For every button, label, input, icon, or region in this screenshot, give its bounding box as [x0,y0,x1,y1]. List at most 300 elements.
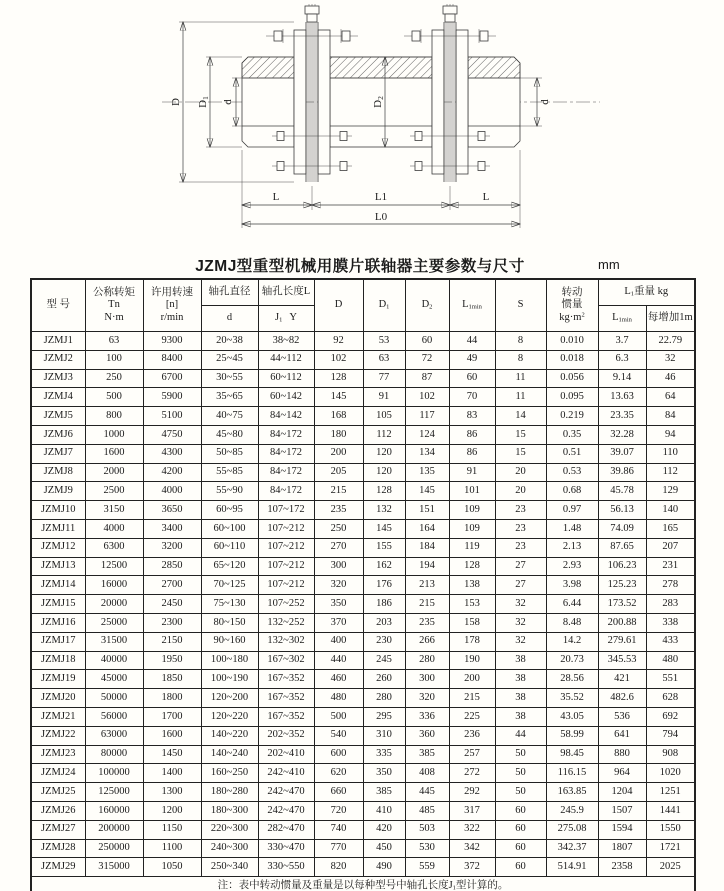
table-cell: 70 [449,388,495,407]
table-cell: 80000 [85,745,143,764]
dim-label-L-left: L [272,191,280,203]
table-cell: 0.51 [546,444,598,463]
table-cell: JZMJ27 [31,820,85,839]
table-cell: 503 [405,820,449,839]
table-cell: 155 [363,538,405,557]
table-cell: JZMJ24 [31,764,85,783]
table-cell: 109 [449,501,495,520]
table-header [31,279,695,332]
table-cell: 87 [405,369,449,388]
table-cell: JZMJ17 [31,632,85,651]
table-cell: 320 [314,576,363,595]
table-cell: 140~220 [201,726,258,745]
table-cell: 135 [405,463,449,482]
table-cell: 660 [314,783,363,802]
col-header-speed: 许用转速 [n] r/min [143,279,201,332]
table-cell: 60 [495,839,546,858]
table-cell: 3150 [85,501,143,520]
table-cell: JZMJ14 [31,576,85,595]
table-cell: 482.6 [598,689,646,708]
table-cell: 480 [314,689,363,708]
table-cell: 56.13 [598,501,646,520]
table-cell: 101 [449,482,495,501]
table-cell: 8 [495,350,546,369]
table-cell: 2850 [143,557,201,576]
table-cell: 20 [495,463,546,482]
table-cell: 27 [495,557,546,576]
table-cell: 272 [449,764,495,783]
table-row [31,519,695,538]
table-row [31,839,695,858]
table-cell: 275.08 [546,820,598,839]
table-cell: 1550 [646,820,695,839]
col-header-S: S [495,279,546,332]
table-cell: 0.68 [546,482,598,501]
table-cell: JZMJ3 [31,369,85,388]
table-cell: 257 [449,745,495,764]
table-cell: 440 [314,651,363,670]
table-cell: 162 [363,557,405,576]
table-cell: 335 [363,745,405,764]
table-cell: 50000 [85,689,143,708]
table-row [31,613,695,632]
table-cell: 15 [495,444,546,463]
table-cell: 39.07 [598,444,646,463]
page-title: JZMJ型重型机械用膜片联轴器主要参数与尺寸 [195,258,525,275]
table-cell: 124 [405,425,449,444]
table-cell: 336 [405,707,449,726]
table-cell: 140 [646,501,695,520]
table-cell: 0.018 [546,350,598,369]
table-row [31,858,695,877]
table-cell: 320 [405,689,449,708]
table-cell: 342.37 [546,839,598,858]
table-row [31,670,695,689]
table-cell: 125000 [85,783,143,802]
table-cell: 2450 [143,595,201,614]
table-cell: 1721 [646,839,695,858]
unit-label: mm [598,257,620,272]
table-cell: 107~212 [258,576,314,595]
dim-label-L1: L1 [374,191,388,203]
table-cell: 490 [363,858,405,877]
table-row [31,595,695,614]
dim-label-D1: D1 [197,96,210,108]
table-cell: 620 [314,764,363,783]
table-cell: 8400 [143,350,201,369]
table-cell: 460 [314,670,363,689]
table-cell: 40000 [85,651,143,670]
table-cell: 80~150 [201,613,258,632]
table-cell: 132~302 [258,632,314,651]
table-cell: 317 [449,801,495,820]
table-cell: 38 [495,707,546,726]
table-cell: 266 [405,632,449,651]
table-cell: 109 [449,519,495,538]
table-cell: 1.48 [546,519,598,538]
table-cell: JZMJ25 [31,783,85,802]
table-cell: 9.14 [598,369,646,388]
table-cell: 5100 [143,407,201,426]
table-cell: 207 [646,538,695,557]
table-cell: 23 [495,538,546,557]
table-cell: 60~110 [201,538,258,557]
table-cell: 22.79 [646,332,695,351]
table-cell: 160000 [85,801,143,820]
table-cell: 280 [405,651,449,670]
table-cell: 30~55 [201,369,258,388]
table-row [31,407,695,426]
table-cell: 300 [405,670,449,689]
table-cell: 600 [314,745,363,764]
table-cell: 908 [646,745,695,764]
table-cell: 500 [85,388,143,407]
table-cell: 167~302 [258,651,314,670]
table-cell: 60 [495,801,546,820]
table-cell: 530 [405,839,449,858]
table-cell: 1594 [598,820,646,839]
table-cell: 540 [314,726,363,745]
table-cell: 106.23 [598,557,646,576]
table-cell: 485 [405,801,449,820]
table-cell: 338 [646,613,695,632]
table-cell: 360 [405,726,449,745]
table-cell: 129 [646,482,695,501]
table-cell: 112 [646,463,695,482]
table-cell: 60~112 [258,369,314,388]
table-cell: 200 [449,670,495,689]
table-cell: 2700 [143,576,201,595]
table-cell: 119 [449,538,495,557]
col-header-bore-length: 轴孔长度L [258,279,314,306]
note-row [31,877,695,891]
table-cell: 205 [314,463,363,482]
table-cell: 25~45 [201,350,258,369]
table-cell: 1700 [143,707,201,726]
table-cell: 120~200 [201,689,258,708]
table-cell: JZMJ2 [31,350,85,369]
table-cell: 1800 [143,689,201,708]
table-cell: 202~410 [258,745,314,764]
table-cell: 292 [449,783,495,802]
table-cell: 480 [646,651,695,670]
table-row [31,538,695,557]
table-cell: 151 [405,501,449,520]
table-cell: 230 [363,632,405,651]
table-cell: 90~160 [201,632,258,651]
table-cell: 3400 [143,519,201,538]
spec-table [30,278,696,891]
table-cell: 11 [495,388,546,407]
table-cell: 60~142 [258,388,314,407]
table-cell: 2.13 [546,538,598,557]
table-cell: JZMJ18 [31,651,85,670]
table-cell: 53 [363,332,405,351]
table-cell: 1300 [143,783,201,802]
col-header-D1: $D_1$ [363,279,405,332]
table-cell: 44~112 [258,350,314,369]
table-cell: JZMJ7 [31,444,85,463]
table-cell: 32 [495,613,546,632]
table-cell: 250 [85,369,143,388]
table-cell: 60 [495,858,546,877]
table-row [31,557,695,576]
table-cell: 551 [646,670,695,689]
table-cell: 8.48 [546,613,598,632]
table-cell: 75~130 [201,595,258,614]
table-cell: 43.05 [546,707,598,726]
table-cell: 145 [314,388,363,407]
table-row [31,632,695,651]
table-cell: JZMJ22 [31,726,85,745]
table-cell: 200.88 [598,613,646,632]
table-cell: 102 [314,350,363,369]
table-cell: 39.86 [598,463,646,482]
dim-label-L0: L0 [374,211,388,223]
table-cell: 120~220 [201,707,258,726]
table-cell: 3.7 [598,332,646,351]
table-cell: 200 [314,444,363,463]
table-cell: 330~550 [258,858,314,877]
table-cell: 138 [449,576,495,595]
table-cell: 40~75 [201,407,258,426]
table-cell: 50~85 [201,444,258,463]
table-cell: 50 [495,783,546,802]
table-cell: 168 [314,407,363,426]
table-cell: 245.9 [546,801,598,820]
left-hub [242,57,294,147]
table-cell: 385 [405,745,449,764]
col-header-L1min: $L_{1min}$ [449,279,495,332]
table-cell: 245 [363,651,405,670]
table-cell: 100~190 [201,670,258,689]
table-cell: 213 [405,576,449,595]
table-row [31,350,695,369]
table-cell: 20 [495,482,546,501]
table-row [31,332,695,351]
table-cell: 167~352 [258,689,314,708]
col-header-weight-group: $L_1$重量 kg [598,279,695,306]
table-cell: 86 [449,444,495,463]
table-cell: 408 [405,764,449,783]
table-cell: 964 [598,764,646,783]
table-cell: 6.3 [598,350,646,369]
table-cell: 12500 [85,557,143,576]
table-cell: 23 [495,501,546,520]
table-cell: 44 [449,332,495,351]
table-cell: JZMJ15 [31,595,85,614]
table-cell: 125.23 [598,576,646,595]
col-header-torque: 公称转矩 Tn N·m [85,279,143,332]
table-cell: 1050 [143,858,201,877]
table-cell: 45000 [85,670,143,689]
table-cell: 4000 [143,482,201,501]
col-header-inertia: 转动 惯量 $kg\cdot m^2$ [546,279,598,332]
table-cell: 56000 [85,707,143,726]
table-cell: 1450 [143,745,201,764]
table-cell: JZMJ11 [31,519,85,538]
table-cell: 100 [85,350,143,369]
table-cell: 50 [495,745,546,764]
table-cell: 35~65 [201,388,258,407]
table-cell: 350 [363,764,405,783]
col-header-model: 型 号 [31,279,85,332]
table-cell: 92 [314,332,363,351]
table-cell: 184 [405,538,449,557]
table-cell: 740 [314,820,363,839]
coupling-drawing [0,0,724,250]
table-cell: 84~172 [258,425,314,444]
table-cell: 180~300 [201,801,258,820]
table-cell: 2300 [143,613,201,632]
table-cell: 215 [449,689,495,708]
dim-label-L-right: L [482,191,490,203]
table-cell: 1000 [85,425,143,444]
table-note: 注：表中转动惯量及重量是以每种型号中轴孔长度$J_1$型计算的。 [31,877,695,891]
col-subheader-weight-l1min: $L_{1min}$ [598,306,646,332]
table-row [31,444,695,463]
table-cell: 1807 [598,839,646,858]
table-cell: 145 [405,482,449,501]
table-cell: 65~120 [201,557,258,576]
table-row [31,764,695,783]
table-cell: 235 [314,501,363,520]
table-cell: 322 [449,820,495,839]
table-cell: 14.2 [546,632,598,651]
table-cell: 1251 [646,783,695,802]
table-cell: JZMJ26 [31,801,85,820]
col-header-D: D [314,279,363,332]
table-cell: 240~300 [201,839,258,858]
table-cell: 107~212 [258,519,314,538]
table-cell: 128 [314,369,363,388]
table-cell: 160~250 [201,764,258,783]
dim-label-d-left: d [222,99,234,105]
table-cell: 178 [449,632,495,651]
table-cell: 200000 [85,820,143,839]
table-cell: JZMJ16 [31,613,85,632]
table-cell: JZMJ5 [31,407,85,426]
table-cell: 60 [495,820,546,839]
table-cell: 3.98 [546,576,598,595]
table-body [31,332,695,877]
table-cell: 11 [495,369,546,388]
table-cell: 6300 [85,538,143,557]
table-cell: 163.85 [546,783,598,802]
table-cell: 242~470 [258,783,314,802]
table-cell: 72 [405,350,449,369]
table-cell: 0.53 [546,463,598,482]
table-cell: 45~80 [201,425,258,444]
table-cell: 6.44 [546,595,598,614]
table-cell: 0.095 [546,388,598,407]
table-cell: 260 [363,670,405,689]
table-cell: 559 [405,858,449,877]
table-cell: 107~252 [258,595,314,614]
table-cell: 2025 [646,858,695,877]
table-cell: 23.35 [598,407,646,426]
table-cell: 35.52 [546,689,598,708]
table-cell: 164 [405,519,449,538]
table-cell: 450 [363,839,405,858]
table-cell: 278 [646,576,695,595]
table-cell: 176 [363,576,405,595]
table-cell: 86 [449,425,495,444]
table-cell: 20~38 [201,332,258,351]
table-cell: JZMJ10 [31,501,85,520]
table-cell: 107~172 [258,501,314,520]
table-cell: 98.45 [546,745,598,764]
table-cell: 83 [449,407,495,426]
table-cell: 91 [449,463,495,482]
table-cell: 128 [363,482,405,501]
table-row [31,463,695,482]
table-cell: 64 [646,388,695,407]
table-cell: 180 [314,425,363,444]
table-row [31,726,695,745]
table-cell: 282~470 [258,820,314,839]
table-cell: 279.61 [598,632,646,651]
table-cell: 55~90 [201,482,258,501]
col-header-bore-diameter: 轴孔直径 [201,279,258,306]
table-cell: JZMJ28 [31,839,85,858]
table-cell: 60~95 [201,501,258,520]
table-cell: 1950 [143,651,201,670]
table-row [31,651,695,670]
table-row [31,388,695,407]
table-cell: 55~85 [201,463,258,482]
table-cell: 880 [598,745,646,764]
table-cell: 77 [363,369,405,388]
table-cell: 345.53 [598,651,646,670]
table-cell: 5900 [143,388,201,407]
table-cell: 2150 [143,632,201,651]
table-cell: 220~300 [201,820,258,839]
table-cell: 132 [363,501,405,520]
table-cell: 235 [405,613,449,632]
dim-label-D: D [170,98,182,106]
table-cell: JZMJ6 [31,425,85,444]
table-cell: 84~172 [258,482,314,501]
table-cell: 110 [646,444,695,463]
table-cell: JZMJ1 [31,332,85,351]
table-cell: 215 [405,595,449,614]
table-cell: 25000 [85,613,143,632]
dim-label-D2: D2 [372,96,385,108]
table-cell: 1204 [598,783,646,802]
table-row [31,425,695,444]
table-cell: 32 [495,595,546,614]
table-cell: JZMJ19 [31,670,85,689]
table-cell: 770 [314,839,363,858]
table-cell: 27 [495,576,546,595]
table-row [31,689,695,708]
table-cell: 0.010 [546,332,598,351]
table-cell: 410 [363,801,405,820]
table-cell: 120 [363,444,405,463]
table-cell: 6700 [143,369,201,388]
table-cell: 330~470 [258,839,314,858]
col-subheader-j1-y: $J_1$ Y [258,306,314,332]
table-cell: 16000 [85,576,143,595]
table-cell: 60 [449,369,495,388]
table-cell: 225 [449,707,495,726]
table-cell: 1600 [143,726,201,745]
table-cell: 4000 [85,519,143,538]
table-row [31,783,695,802]
table-row [31,482,695,501]
table-cell: 385 [363,783,405,802]
